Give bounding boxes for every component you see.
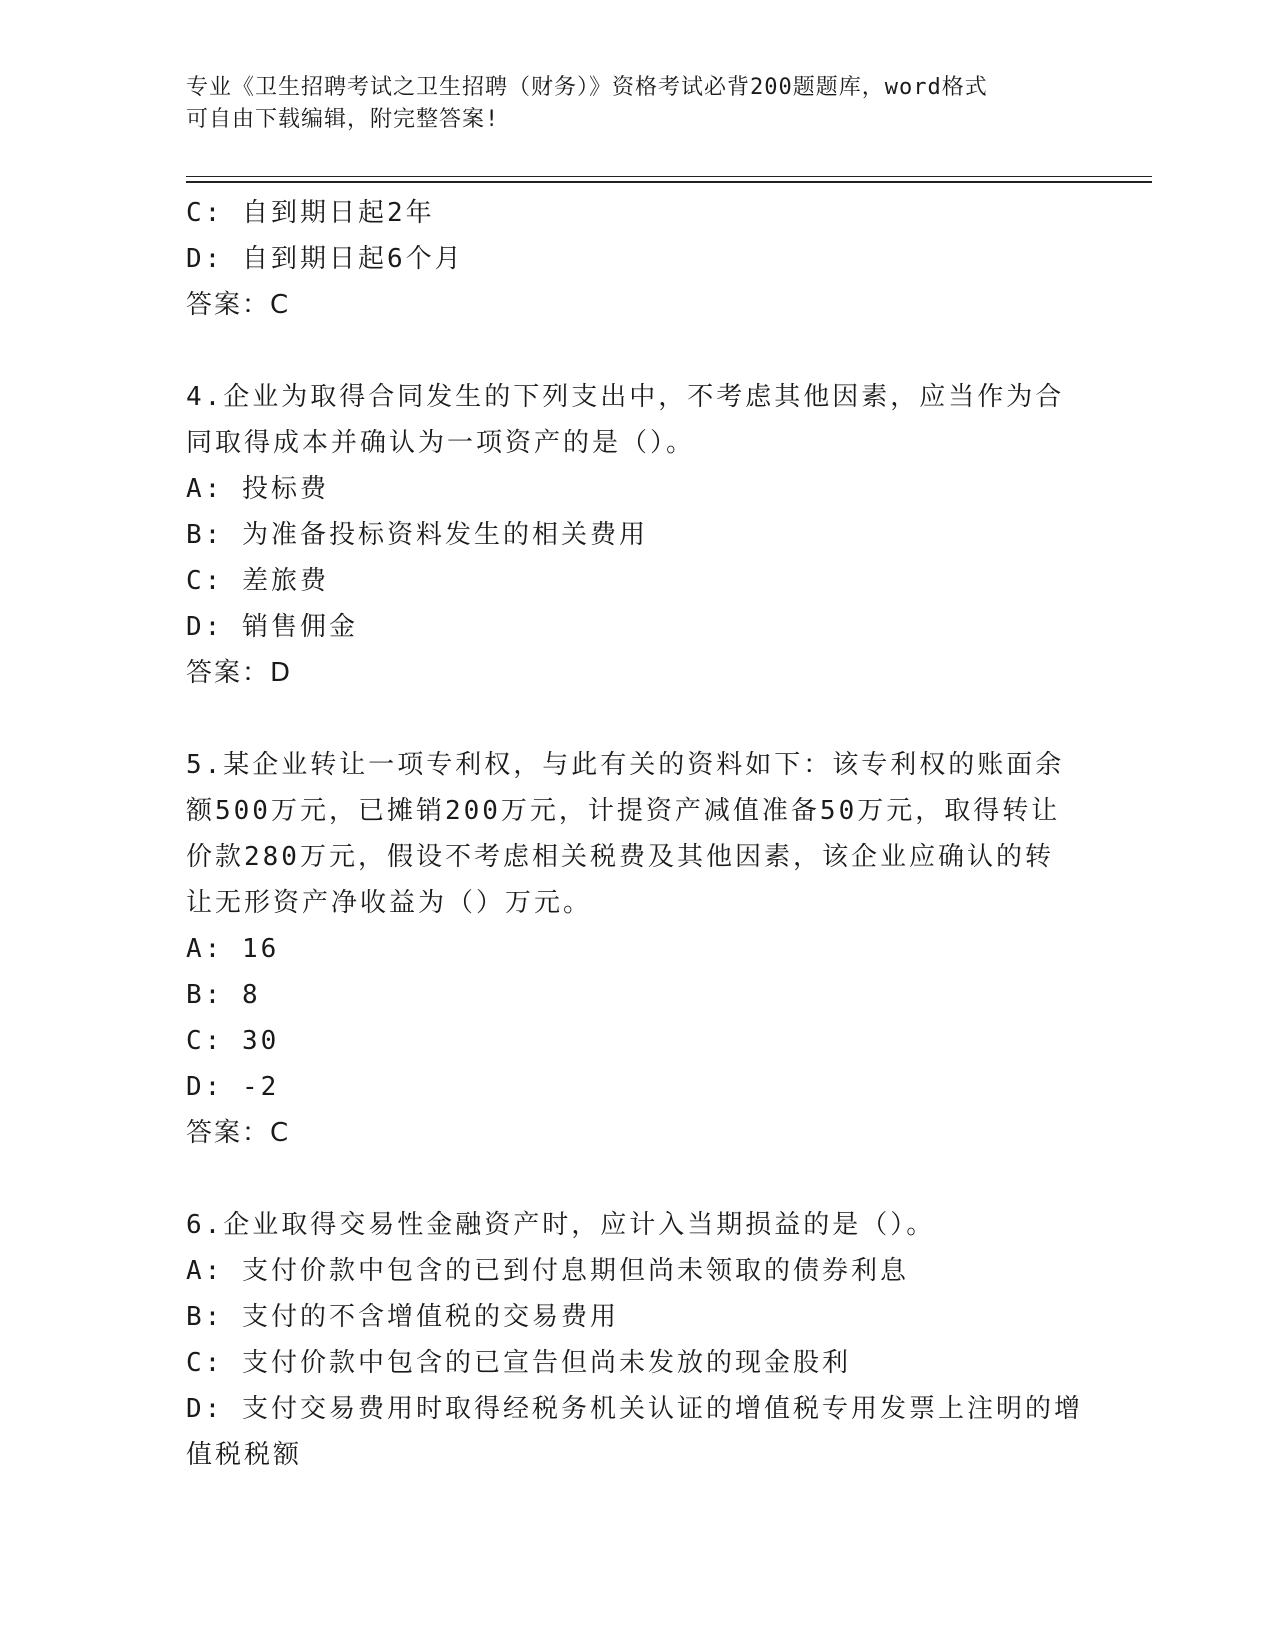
option-b: B: 8 bbox=[186, 980, 261, 1010]
question-4 bbox=[186, 374, 1086, 696]
question-list bbox=[186, 190, 1086, 1478]
header-line-2: 可自由下载编辑，附完整答案! bbox=[186, 107, 500, 132]
question-stem: 额500万元，已摊销200万元，计提资产减值准备50万元，取得转让 bbox=[186, 796, 1061, 826]
header-rule-bottom bbox=[186, 181, 1152, 183]
answer-line: 答案：C bbox=[186, 290, 291, 320]
question-stem: 5.某企业转让一项专利权，与此有关的资料如下：该专利权的账面余 bbox=[186, 750, 1065, 780]
answer-line: 答案：C bbox=[186, 1118, 291, 1148]
option-d-continued: 值税税额 bbox=[186, 1440, 303, 1470]
option-a: A: 投标费 bbox=[186, 474, 329, 504]
header-rule-top bbox=[186, 176, 1152, 177]
option-b: B: 支付的不含增值税的交易费用 bbox=[186, 1302, 619, 1332]
option-c: C: 差旅费 bbox=[186, 566, 329, 596]
question-stem: 4.企业为取得合同发生的下列支出中，不考虑其他因素，应当作为合 bbox=[186, 382, 1065, 412]
option-b: B: 为准备投标资料发生的相关费用 bbox=[186, 520, 648, 550]
question-stem: 同取得成本并确认为一项资产的是（）。 bbox=[186, 428, 696, 458]
question-stem: 让无形资产净收益为（）万元。 bbox=[186, 888, 593, 918]
question-6 bbox=[186, 1202, 1086, 1478]
option-d: D: 支付交易费用时取得经税务机关认证的增值税专用发票上注明的增 bbox=[186, 1394, 1083, 1424]
question-stem: 6.企业取得交易性金融资产时，应计入当期损益的是（）。 bbox=[186, 1210, 936, 1240]
question-3-tail bbox=[186, 190, 1086, 328]
question-5 bbox=[186, 742, 1086, 1156]
document-header bbox=[186, 72, 1076, 136]
option-c: C: 自到期日起2年 bbox=[186, 198, 435, 228]
header-line-1: 专业《卫生招聘考试之卫生招聘（财务）》资格考试必背200题题库，word格式 bbox=[186, 75, 988, 100]
option-d: D: 自到期日起6个月 bbox=[186, 244, 464, 274]
option-a: A: 16 bbox=[186, 934, 280, 964]
option-c: C: 支付价款中包含的已宣告但尚未发放的现金股利 bbox=[186, 1348, 851, 1378]
question-stem: 价款280万元，假设不考虑相关税费及其他因素，该企业应确认的转 bbox=[186, 842, 1054, 872]
answer-line: 答案：D bbox=[186, 658, 293, 688]
option-a: A: 支付价款中包含的已到付息期但尚未领取的债券利息 bbox=[186, 1256, 909, 1286]
option-c: C: 30 bbox=[186, 1026, 280, 1056]
option-d: D: -2 bbox=[186, 1072, 280, 1102]
option-d: D: 销售佣金 bbox=[186, 612, 358, 642]
